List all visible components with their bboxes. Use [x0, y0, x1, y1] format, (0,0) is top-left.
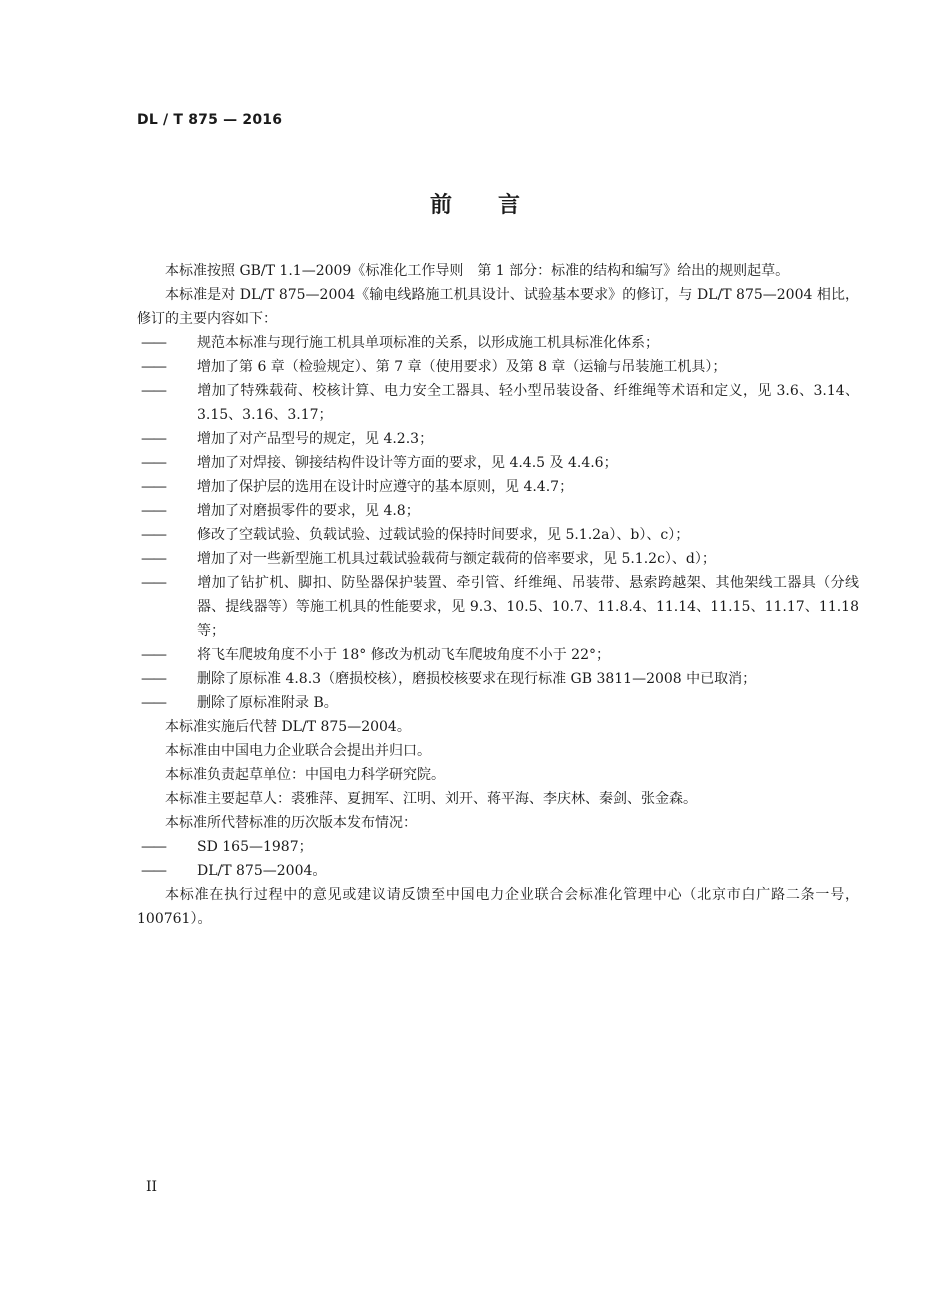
dash-bullet: ——: [141, 527, 165, 543]
list-item: [137, 355, 859, 379]
list-item-text: 增加了钻扩机、脚扣、防坠器保护装置、牵引管、纤维绳、吊装带、悬索跨越架、其他架线工器具（分线器、提线器等）等施工机具的性能要求，见 9.3、10.5、10.7、11.8.4、11.14、11.15、11.17、11.18 等；: [197, 575, 859, 639]
list-item: [137, 547, 859, 571]
document-code: DL / T 875 — 2016: [137, 112, 283, 128]
list-item-text: SD 165—1987；: [197, 839, 313, 855]
list-item: [137, 691, 859, 715]
list-item: [137, 427, 859, 451]
dash-bullet: ——: [141, 335, 165, 351]
list-item: [137, 667, 859, 691]
dash-bullet: ——: [141, 863, 165, 879]
drafters-statement: 本标准主要起草人：裘雅萍、夏拥军、江明、刘开、蒋平海、李庆林、秦剑、张金森。: [165, 791, 697, 807]
list-item-text: 增加了保护层的选用在设计时应遵守的基本原则，见 4.4.7；: [197, 479, 574, 495]
drafting-unit-statement: 本标准负责起草单位：中国电力科学研究院。: [165, 767, 445, 783]
history-intro: 本标准所代替标准的历次版本发布情况：: [165, 815, 417, 831]
page-number: II: [146, 1179, 158, 1195]
list-item-text: 将飞车爬坡角度不小于 18° 修改为机动飞车爬坡角度不小于 22°；: [197, 647, 610, 663]
dash-bullet: ——: [141, 359, 165, 375]
list-item-text: 增加了对焊接、铆接结构件设计等方面的要求，见 4.4.5 及 4.4.6；: [197, 455, 618, 471]
document-body: [137, 259, 859, 931]
intro-paragraph-1: 本标准按照 GB/T 1.1—2009《标准化工作导则 第 1 部分：标准的结构和编写》给出的规则起草。: [165, 263, 790, 279]
list-item-text: 增加了特殊载荷、校核计算、电力安全工器具、轻小型吊装设备、纤维绳等术语和定义，见 3.6、3.14、3.15、3.16、3.17；: [197, 383, 859, 423]
list-item: [137, 451, 859, 475]
list-item: [137, 643, 859, 667]
dash-bullet: ——: [141, 431, 165, 447]
list-item: [137, 379, 859, 427]
dash-bullet: ——: [141, 503, 165, 519]
dash-bullet: ——: [141, 551, 165, 567]
list-item-text: 增加了对一些新型施工机具过载试验载荷与额定载荷的倍率要求，见 5.1.2c）、d）；: [197, 551, 716, 567]
dash-bullet: ——: [141, 647, 165, 663]
list-item: [137, 835, 859, 859]
dash-bullet: ——: [141, 839, 165, 855]
history-list: [137, 835, 859, 883]
page-title: 前言: [429, 193, 566, 218]
list-item: [137, 571, 859, 643]
list-item-text: 规范本标准与现行施工机具单项标准的关系，以形成施工机具标准化体系；: [197, 335, 659, 351]
list-item: [137, 523, 859, 547]
list-item: [137, 859, 859, 883]
list-item: [137, 475, 859, 499]
replaces-statement: 本标准实施后代替 DL/T 875—2004。: [165, 719, 411, 735]
list-item-text: 增加了第 6 章（检验规定）、第 7 章（使用要求）及第 8 章（运输与吊装施工机具）；: [197, 359, 727, 375]
dash-bullet: ——: [141, 383, 165, 399]
dash-bullet: ——: [141, 695, 165, 711]
feedback-statement: 本标准在执行过程中的意见或建议请反馈至中国电力企业联合会标准化管理中心（北京市白广路二条一号，100761）。: [137, 887, 859, 927]
list-item: [137, 499, 859, 523]
dash-bullet: ——: [141, 671, 165, 687]
list-item-text: 增加了对产品型号的规定，见 4.2.3；: [197, 431, 434, 447]
list-item-text: 增加了对磨损零件的要求，见 4.8；: [197, 503, 420, 519]
dash-bullet: ——: [141, 575, 165, 591]
dash-bullet: ——: [141, 479, 165, 495]
list-item-text: 删除了原标准附录 B。: [197, 695, 338, 711]
list-item-text: 删除了原标准 4.8.3（磨损校核），磨损校核要求在现行标准 GB 3811—2008 中已取消；: [197, 671, 757, 687]
list-item-text: DL/T 875—2004。: [197, 863, 327, 879]
changes-list: [137, 331, 859, 715]
list-item: [137, 331, 859, 355]
dash-bullet: ——: [141, 455, 165, 471]
list-item-text: 修改了空载试验、负载试验、过载试验的保持时间要求，见 5.1.2a）、b）、c）；: [197, 527, 690, 543]
intro-paragraph-2: 本标准是对 DL/T 875—2004《输电线路施工机具设计、试验基本要求》的修订，与 DL/T 875—2004 相比，修订的主要内容如下：: [137, 287, 859, 327]
proposed-by-statement: 本标准由中国电力企业联合会提出并归口。: [165, 743, 431, 759]
